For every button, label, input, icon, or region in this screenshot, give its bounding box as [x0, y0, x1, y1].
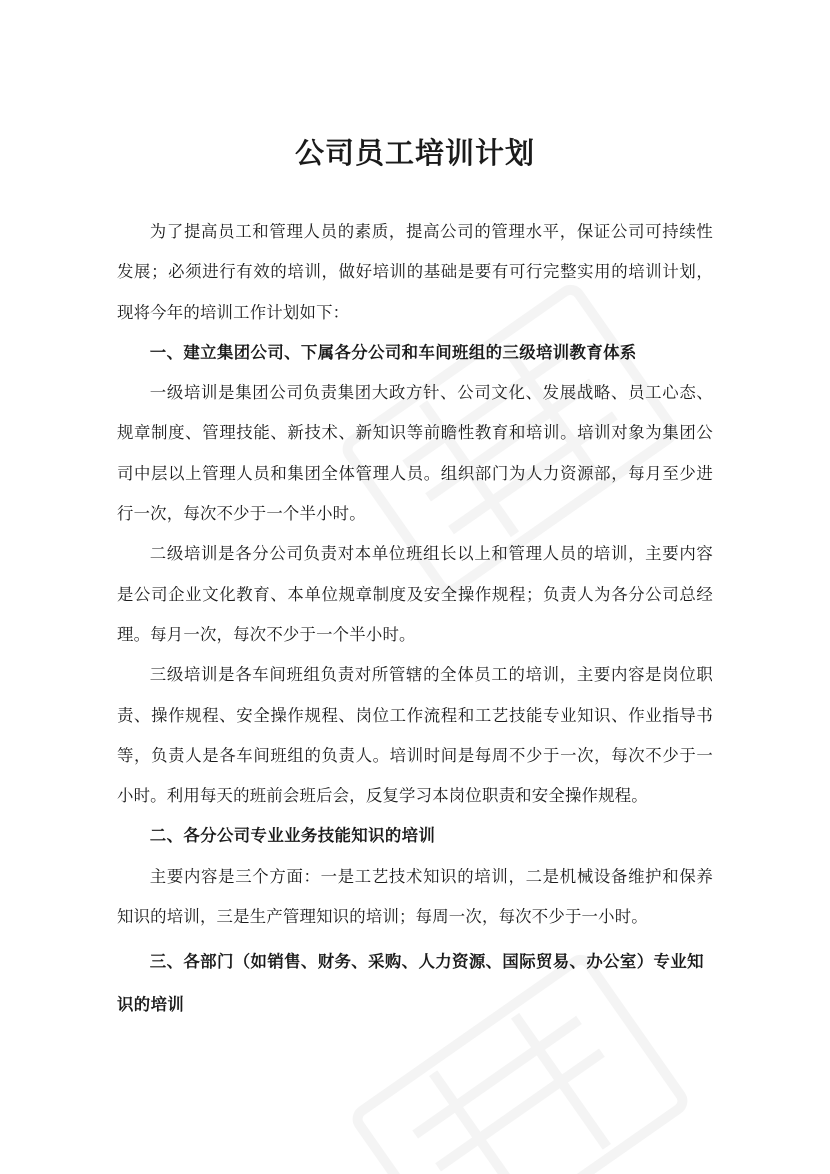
- page-title: 公司员工培训计划: [294, 136, 535, 171]
- section-2-paragraph-1: 主要内容是三个方面：一是工艺技术知识的培训，二是机械设备维护和保养知识的培训，三是生产管理知识的培训；每周一次，每次不少于一小时。: [117, 866, 713, 927]
- section-2-heading: 二、各分公司专业业务技能知识的培训: [149, 826, 436, 846]
- section-3-heading: 三、各部门（如销售、财务、采购、人力资源、国际贸易、办公室）专业知识的培训: [117, 952, 704, 1015]
- section-1-heading: 一、建立集团公司、下属各分公司和车间班组的三级培训教育体系: [149, 342, 637, 362]
- section-1-paragraph-2: 二级培训是各分公司负责对本单位班组长以上和管理人员的培训，主要内容是公司企业文化教育、本单位规章制度及安全操作规程；负责人为各分公司总经理。每月一次，每次不少于一个半小时。: [117, 544, 713, 644]
- section-1-paragraph-1: 一级培训是集团公司负责集团大政方针、公司文化、发展战略、员工心态、规章制度、管理技能、新技术、新知识等前瞻性教育和培训。培训对象为集团公司中层以上管理人员和集团全体管理人员。组织部门为人力资源部，每月至少进行一次，每次不少于一个半小时。: [117, 383, 713, 524]
- section-1-paragraph-3: 三级培训是各车间班组负责对所管辖的全体员工的培训，主要内容是岗位职责、操作规程、安全操作规程、岗位工作流程和工艺技能专业知识、作业指导书等，负责人是各车间班组的负责人。培训时间是每周不少于一次，每次不少于一小时。利用每天的班前会班后会，反复学习本岗位职责和安全操作规程。: [117, 665, 713, 806]
- intro-paragraph: 为了提高员工和管理人员的素质，提高公司的管理水平，保证公司可持续性发展；必须进行有效的培训，做好培训的基础是要有可行完整实用的培训计划，现将今年的培训工作计划如下：: [117, 222, 713, 322]
- document-body: [117, 212, 713, 1026]
